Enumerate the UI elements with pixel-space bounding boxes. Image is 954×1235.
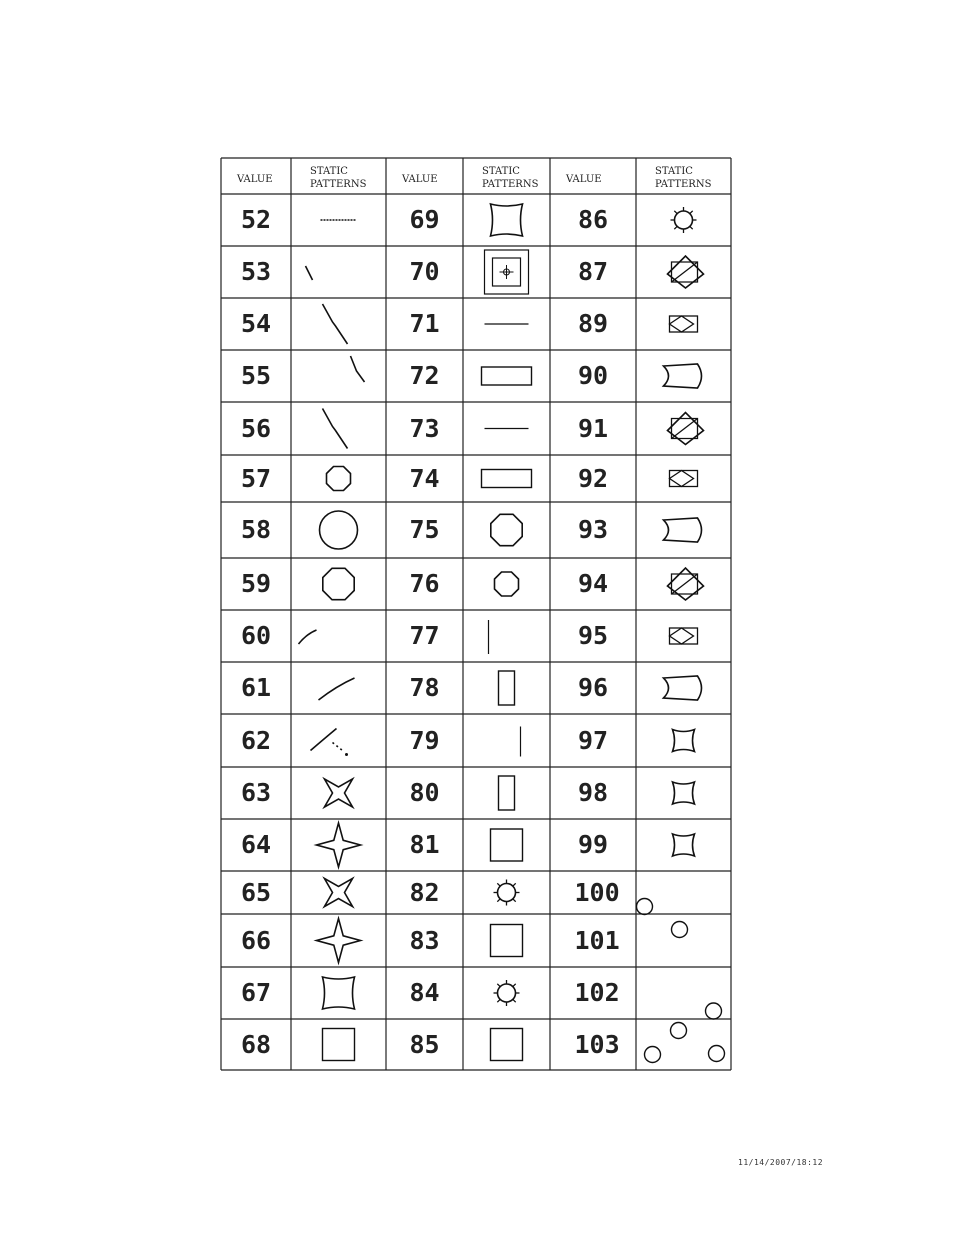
pattern-value: 57 [241, 463, 272, 493]
static-pattern-rectangle-icon [482, 470, 532, 488]
pattern-value: 52 [241, 205, 272, 234]
static-pattern-circle-icon [706, 1003, 722, 1019]
static-pattern-crossed-diamond-icon [668, 413, 704, 445]
pattern-value: 70 [409, 257, 440, 286]
pattern-value: 91 [578, 413, 609, 443]
pattern-value: 66 [241, 925, 272, 955]
pattern-value: 97 [578, 725, 609, 755]
pattern-value: 98 [578, 778, 609, 807]
static-pattern-curved-line-icon [299, 630, 317, 644]
pattern-value: 83 [409, 925, 440, 955]
pattern-value: 67 [241, 978, 272, 1007]
value-column-header: VALUE [566, 174, 602, 185]
pattern-value: 54 [241, 309, 272, 338]
pattern-value: 72 [409, 361, 440, 390]
static-pattern-curved-line-dotted-icon [311, 729, 349, 757]
static-pattern-square-icon [491, 1029, 523, 1061]
static-pattern-diagonal-line-right-icon [351, 356, 365, 382]
static-pattern-sun-circle-icon [494, 880, 520, 906]
pattern-value: 92 [578, 463, 609, 493]
pattern-value: 90 [578, 361, 609, 390]
pattern-value: 59 [241, 569, 272, 598]
pattern-value: 85 [409, 1029, 440, 1059]
static-patterns-column-header: STATIC PATTERNS [655, 166, 712, 190]
pattern-value: 62 [241, 725, 272, 755]
pattern-value: 89 [578, 309, 609, 338]
pattern-value: 79 [409, 725, 440, 755]
pattern-value: 58 [241, 515, 272, 544]
static-pattern-square-icon [323, 1029, 355, 1061]
static-pattern-four-point-star-x-icon [324, 878, 352, 906]
pattern-value: 71 [409, 309, 440, 338]
static-pattern-wavy-square-small-icon [673, 782, 695, 804]
pattern-value: 74 [409, 463, 440, 493]
static-pattern-curved-line-long-icon [319, 678, 355, 700]
pattern-value: 101 [574, 925, 620, 955]
static-pattern-rectangle-icon [482, 367, 532, 385]
static-pattern-crossed-box-icon [670, 628, 698, 644]
static-pattern-long-diagonal-line-icon [323, 304, 348, 344]
static-pattern-four-point-star-plus-icon [317, 919, 361, 963]
static-pattern-crossed-diamond-icon [668, 568, 704, 600]
pattern-value: 80 [409, 778, 440, 807]
pattern-value: 78 [409, 673, 440, 702]
pattern-value: 69 [409, 205, 440, 234]
static-patterns-column-header: STATIC PATTERNS [482, 166, 539, 190]
static-pattern-octagon-icon [323, 568, 354, 599]
pattern-value: 68 [241, 1029, 272, 1059]
pattern-value: 73 [409, 413, 440, 443]
static-pattern-nested-square-target-icon [485, 250, 529, 294]
static-pattern-short-diagonal-line-icon [306, 266, 313, 280]
static-patterns-column-header: STATIC PATTERNS [310, 166, 367, 190]
static-pattern-crossed-box-icon [670, 316, 698, 332]
pattern-value: 61 [241, 673, 272, 702]
static-pattern-crossed-box-icon [670, 471, 698, 487]
static-pattern-small-octagon-icon [495, 572, 519, 596]
pattern-value: 94 [578, 569, 609, 598]
pattern-value: 86 [578, 205, 609, 234]
static-pattern-circle-icon [637, 899, 653, 915]
pattern-value: 84 [409, 978, 440, 1007]
static-pattern-octagon-icon [491, 514, 522, 545]
pattern-value: 96 [578, 673, 609, 702]
pattern-value: 99 [578, 830, 609, 859]
static-pattern-three-circles-icon [645, 1023, 725, 1063]
static-pattern-square-icon [491, 925, 523, 957]
static-pattern-large-circle-icon [320, 511, 358, 549]
pattern-value: 87 [578, 257, 609, 286]
pattern-value: 53 [241, 257, 272, 286]
pattern-value: 60 [241, 621, 272, 650]
pattern-value: 76 [409, 569, 440, 598]
value-column-header: VALUE [402, 174, 438, 185]
static-pattern-sun-circle-icon [671, 207, 697, 233]
static-pattern-four-point-star-x-icon [324, 779, 352, 807]
pattern-value: 65 [241, 877, 272, 907]
pattern-value: 95 [578, 621, 609, 650]
static-pattern-ribbon-box-icon [664, 518, 702, 542]
pattern-value: 102 [574, 978, 620, 1007]
pattern-value: 93 [578, 515, 609, 544]
static-pattern-tall-rectangle-icon [499, 776, 515, 810]
value-column-header: VALUE [237, 174, 273, 185]
pattern-value: 64 [241, 830, 272, 859]
pattern-value: 81 [409, 830, 440, 859]
pattern-value: 82 [409, 877, 440, 907]
static-pattern-square-icon [491, 829, 523, 861]
static-pattern-long-diagonal-line-icon [323, 409, 348, 449]
static-pattern-four-point-star-plus-icon [317, 823, 361, 867]
static-pattern-wavy-square-icon [323, 977, 355, 1009]
static-pattern-ribbon-box-icon [664, 364, 702, 388]
print-timestamp: 11/14/2007/18:12 [738, 1158, 824, 1167]
static-pattern-circle-icon [672, 922, 688, 938]
pattern-value: 77 [409, 621, 440, 650]
static-pattern-crossed-diamond-icon [668, 256, 704, 288]
pattern-value: 55 [241, 361, 272, 390]
pattern-value: 75 [409, 515, 440, 544]
static-pattern-ribbon-box-icon [664, 676, 702, 700]
static-pattern-wavy-square-small-icon [673, 730, 695, 752]
pattern-value: 100 [574, 877, 620, 907]
static-pattern-wavy-square-icon [491, 204, 523, 236]
pattern-value: 63 [241, 778, 272, 807]
static-pattern-sun-circle-icon [494, 980, 520, 1006]
static-pattern-wavy-square-small-icon [673, 834, 695, 856]
pattern-value: 103 [574, 1029, 620, 1059]
static-pattern-tall-rectangle-icon [499, 671, 515, 705]
pattern-value: 56 [241, 413, 272, 443]
static-pattern-small-octagon-icon [327, 467, 351, 491]
